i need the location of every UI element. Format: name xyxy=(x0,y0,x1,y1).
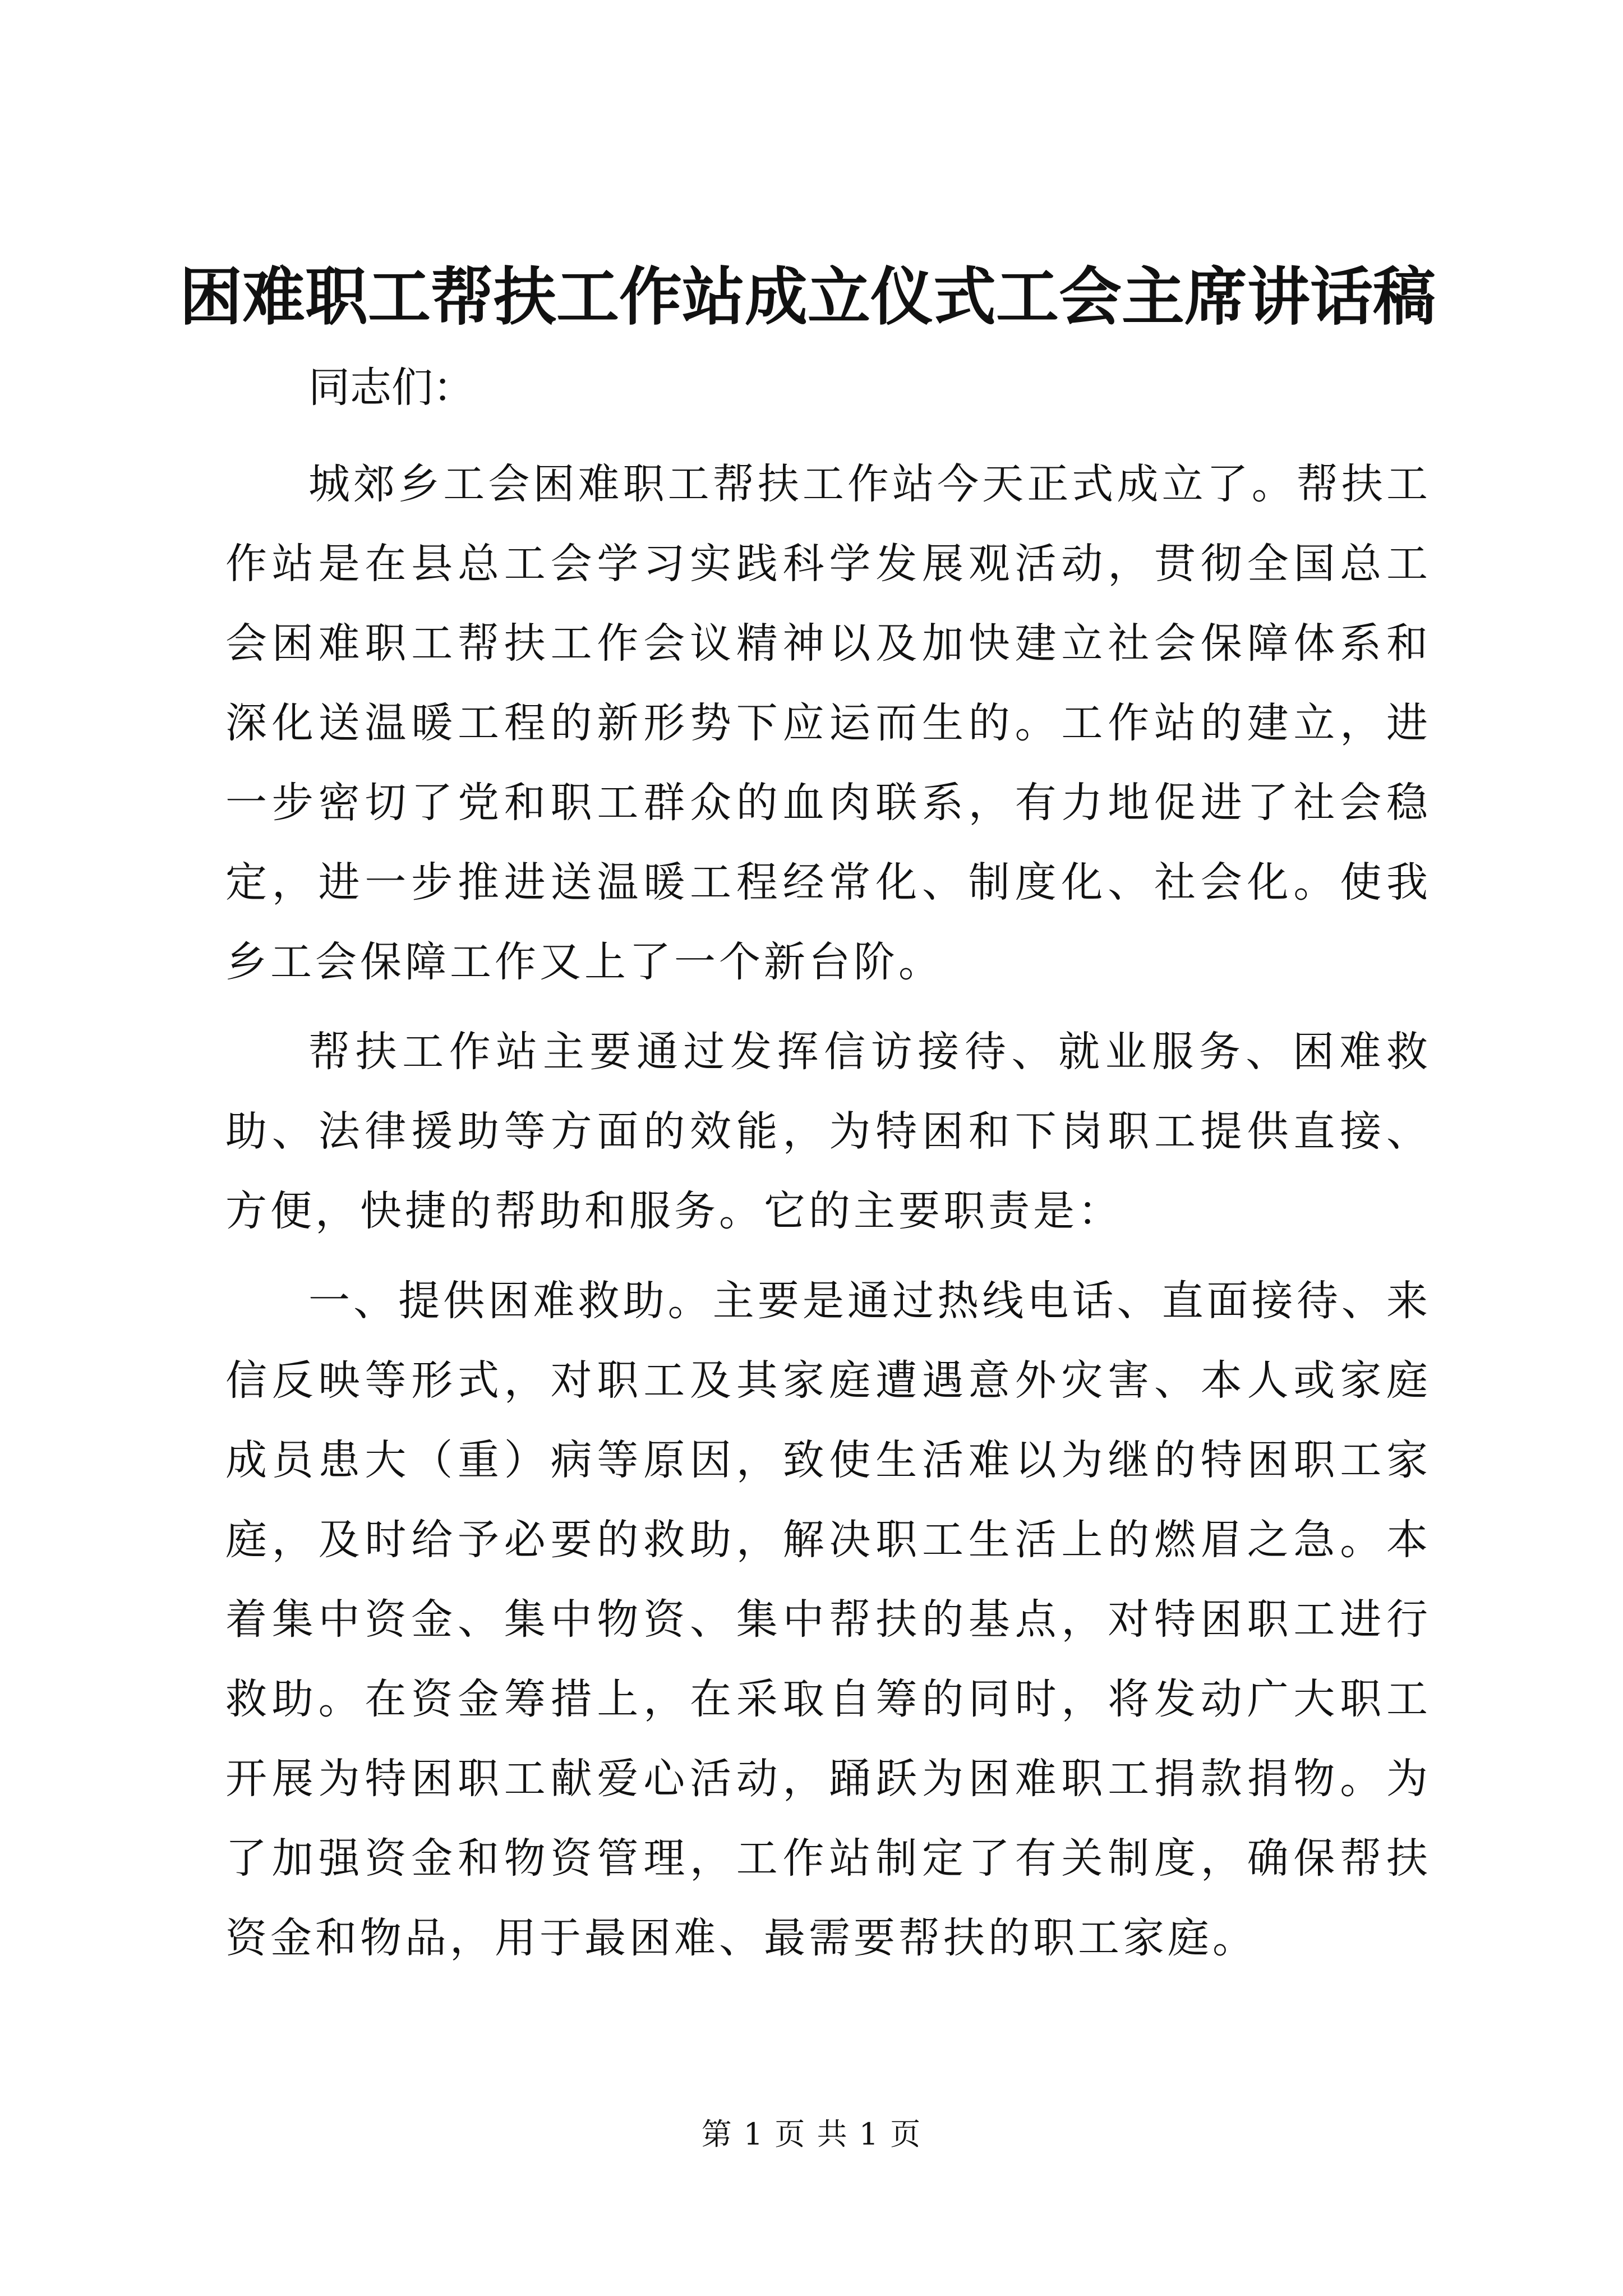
paragraph-3: 一、提供困难救助。主要是通过热线电话、直面接待、来信反映等形式，对职工及其家庭遭遇意外灾害、本人或家庭成员患大（重）病等原因，致使生活难以为继的特困职工家庭，及时给予必要的救助，解决职工生活上的燃眉之急。本着集中资金、集中物资、集中帮扶的基点，对特困职工进行救助。在资金筹措上，在采取自筹的同时，将发动广大职工开展为特困职工献爱心活动，踊跃为困难职工捐款捐物。为了加强资金和物资管理，工作站制定了有关制度，确保帮扶资金和物品，用于最困难、最需要帮扶的职工家庭。 xyxy=(225,1277,1431,1962)
document-body xyxy=(225,348,1431,1988)
page-footer: 第 1 页 共 1 页 xyxy=(701,2116,922,2152)
greeting: 同志们： xyxy=(308,364,474,412)
paragraph-1: 城郊乡工会困难职工帮扶工作站今天正式成立了。帮扶工作站是在县总工会学习实践科学发展观活动，贯彻全国总工会困难职工帮扶工作会议精神以及加快建立社会保障体系和深化送温暖工程的新形势下应运而生的。工作站的建立，进一步密切了党和职工群众的血肉联系，有力地促进了社会稳定，进一步推进送温暖工程经常化、制度化、社会化。使我乡工会保障工作又上了一个新台阶。 xyxy=(225,460,1431,986)
paragraph-2: 帮扶工作站主要通过发挥信访接待、就业服务、困难救助、法律援助等方面的效能，为特困和下岗职工提供直接、方便，快捷的帮助和服务。它的主要职责是： xyxy=(225,1028,1431,1235)
document-title: 困难职工帮扶工作站成立仪式工会主席讲话稿 xyxy=(179,260,1436,334)
